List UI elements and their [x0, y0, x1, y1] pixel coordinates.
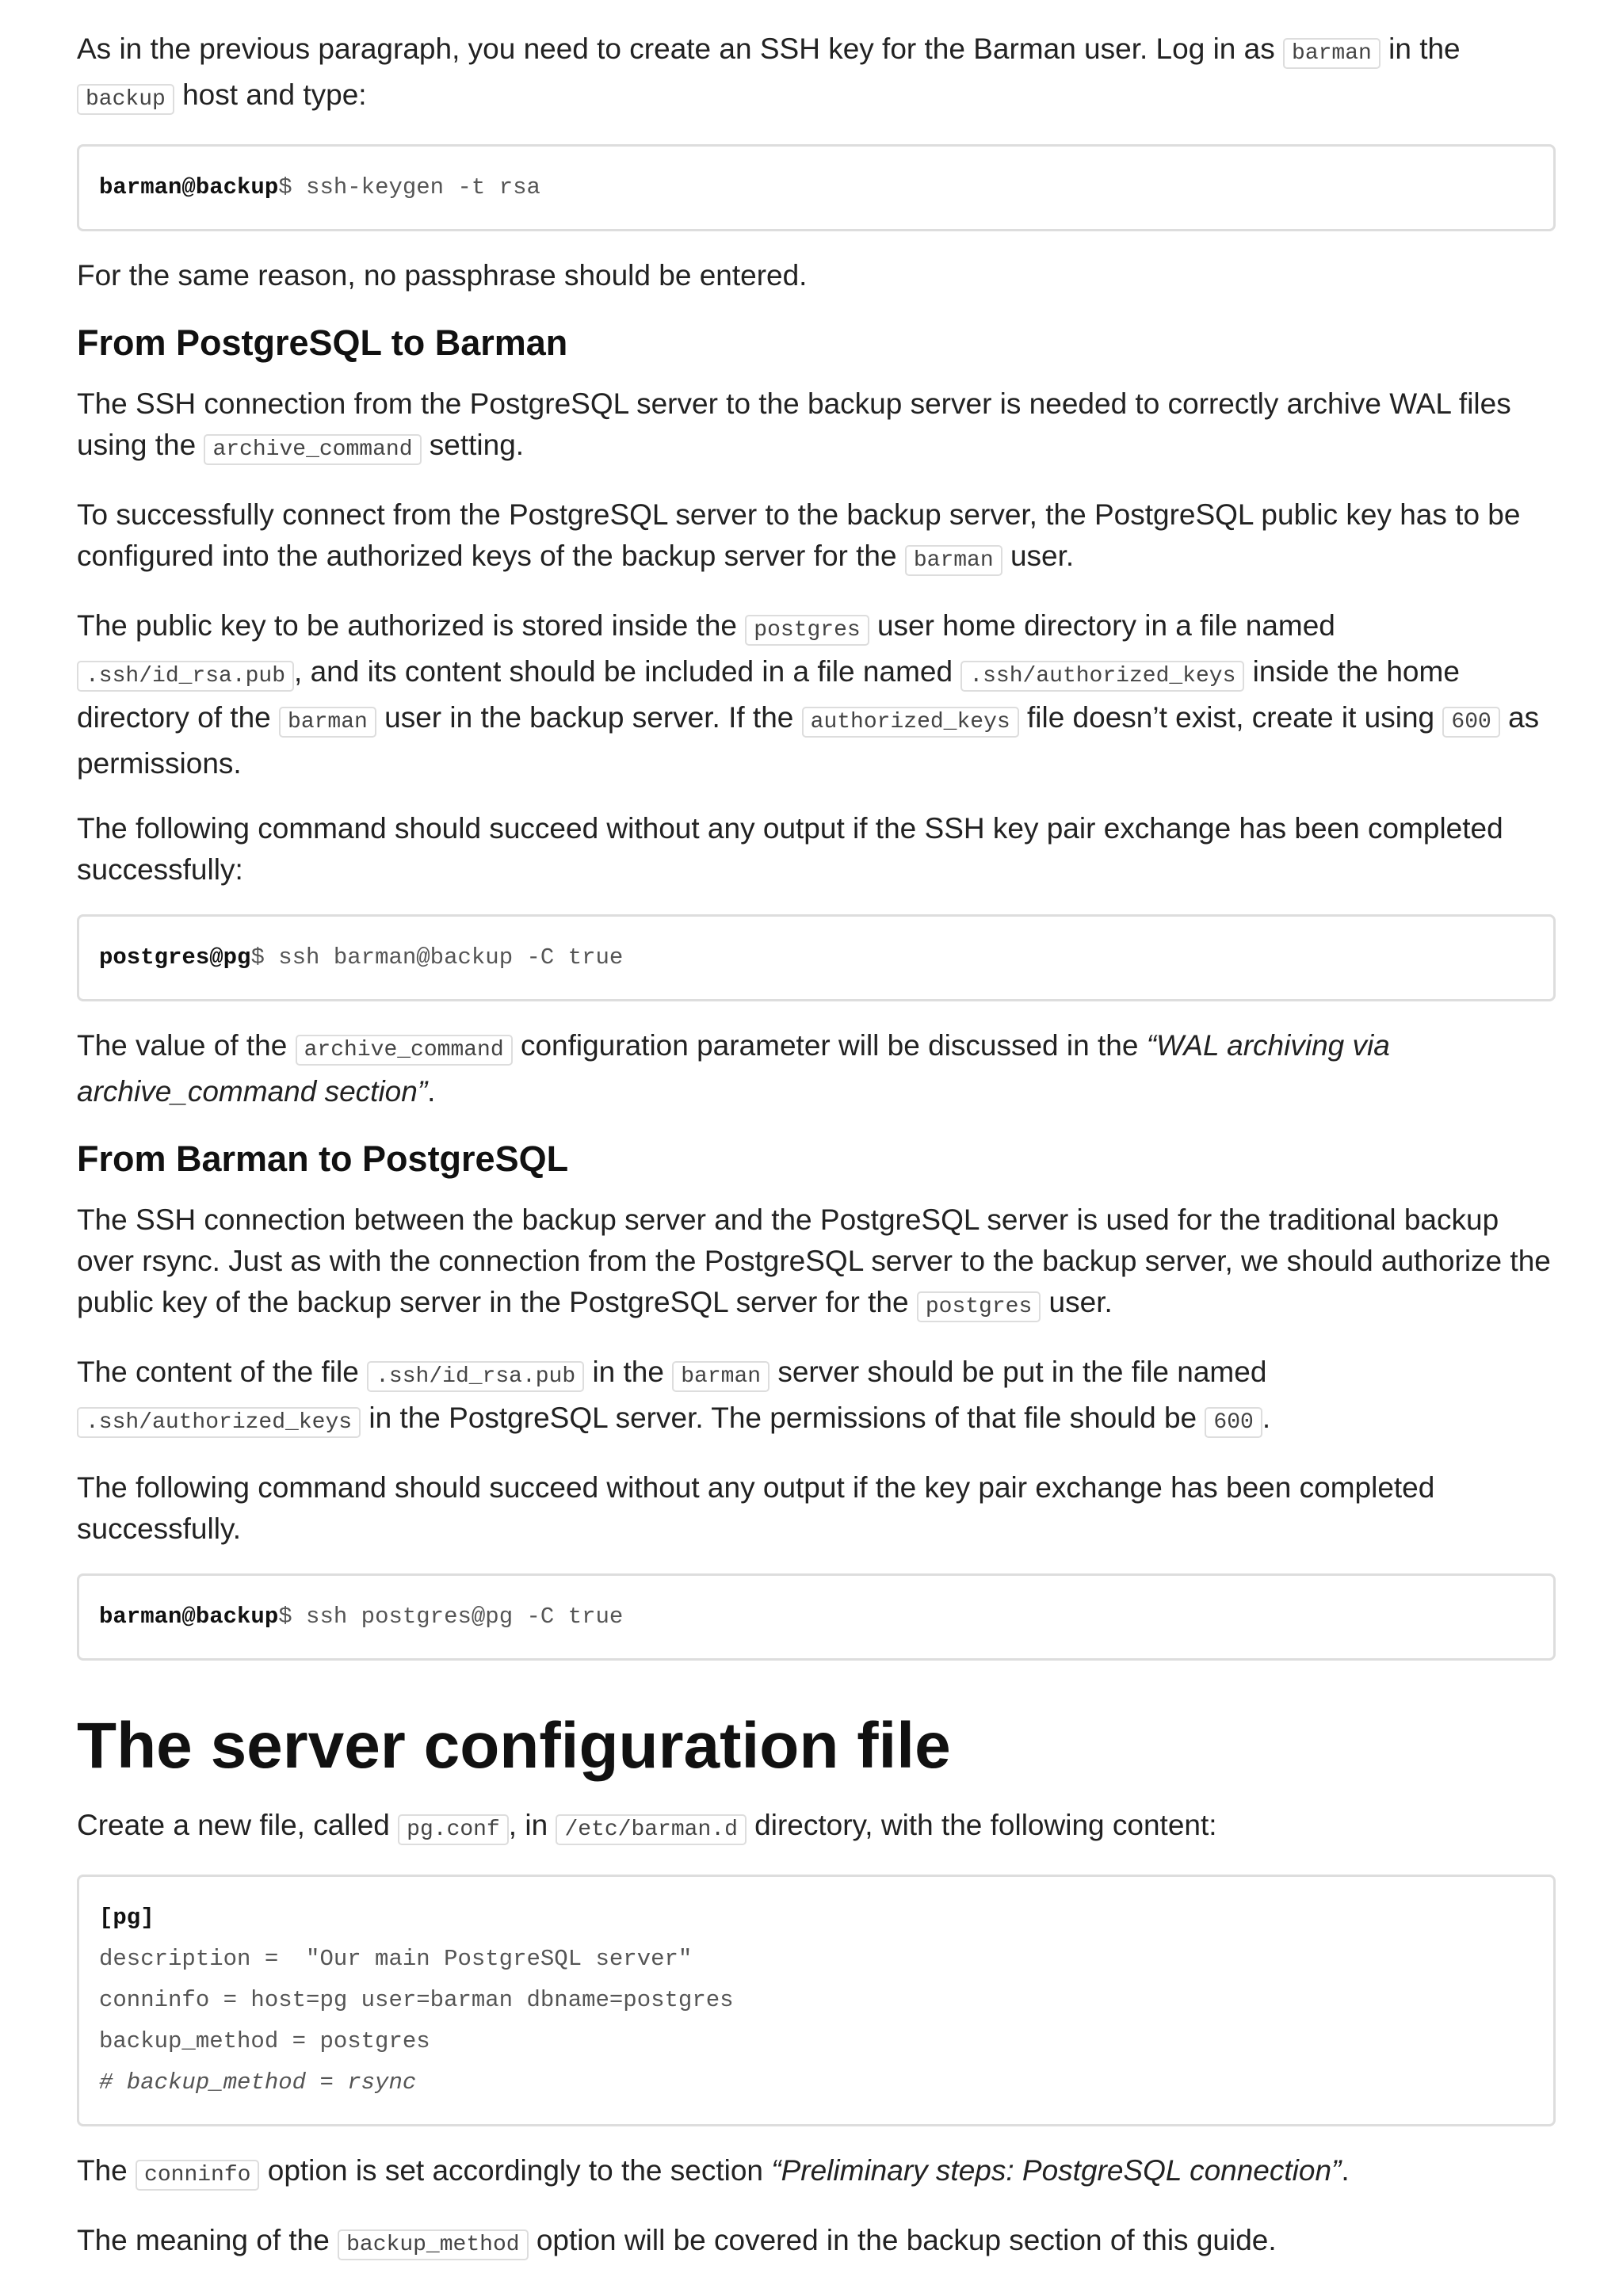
text: The content of the file [77, 1356, 368, 1388]
text: server should be put in the file named [769, 1356, 1267, 1388]
inline-code: archive_command [296, 1035, 513, 1066]
inline-code: postgres [745, 615, 869, 646]
text: user. [1041, 1286, 1113, 1318]
section-reference: “WAL archiving via archive_command section” [77, 1029, 1390, 1108]
text: To successfully connect from the PostgreSQL server to the backup server, the PostgreSQL public key has to be configured into the authorized keys of the backup server for the [77, 498, 1521, 572]
code-block-pg-conf [77, 1875, 1556, 2126]
pg-to-barman-paragraph-2 [77, 494, 1556, 582]
text: The value of the [77, 1029, 296, 1062]
inline-code: conninfo [136, 2160, 259, 2191]
intro-paragraph-1 [77, 29, 1556, 120]
text: file doesn’t exist, create it using [1018, 701, 1443, 734]
inline-code: /etc/barman.d [556, 1814, 746, 1845]
inline-code: 600 [1442, 707, 1499, 738]
text: setting. [421, 429, 525, 461]
inline-code: backup_method [338, 2229, 528, 2260]
text: user in the backup server. If the [376, 701, 802, 734]
config-line: backup_method = postgres [99, 2028, 430, 2054]
config-comment: # backup_method = rsync [99, 2069, 417, 2096]
inline-code: 600 [1205, 1407, 1262, 1438]
heading-barman-to-pg: From Barman to PostgreSQL [77, 1138, 569, 1179]
code-command: $ ssh barman@backup -C true [250, 944, 624, 971]
heading-pg-to-barman: From PostgreSQL to Barman [77, 322, 568, 363]
text: option will be covered in the backup section of this guide. [528, 2224, 1277, 2256]
intro-paragraph-2: For the same reason, no passphrase should be entered. [77, 259, 808, 292]
pg-to-barman-paragraph-3 [77, 605, 1556, 784]
text: As in the previous paragraph, you need to create an SSH key for the Barman user. Log in as [77, 32, 1284, 65]
text: . [427, 1075, 436, 1108]
inline-code: .ssh/authorized_keys [960, 661, 1244, 692]
text: inside the home directory of the [77, 655, 1460, 734]
server-config-paragraph-3 [77, 2220, 1556, 2266]
inline-code: .ssh/authorized_keys [77, 1407, 361, 1438]
text: user home directory in a file named [869, 609, 1335, 642]
inline-code: archive_command [204, 434, 421, 465]
pg-to-barman-paragraph-4: The following command should succeed without any output if the SSH key pair exchange has been completed successfully: [77, 812, 1503, 886]
text: as permissions. [77, 701, 1540, 780]
config-section-header: [pg] [99, 1905, 155, 1931]
pg-to-barman-paragraph-1 [77, 383, 1556, 471]
text: host and type: [174, 78, 367, 111]
code-prompt: barman@backup [99, 1604, 279, 1630]
inline-code: pg.conf [398, 1814, 509, 1845]
text: in the [1380, 32, 1461, 65]
code-command: $ ssh postgres@pg -C true [278, 1604, 624, 1630]
text: Create a new file, called [77, 1809, 399, 1841]
text: The meaning of the [77, 2224, 338, 2256]
inline-code: .ssh/id_rsa.pub [367, 1361, 584, 1392]
heading-server-config: The server configuration file [77, 1710, 951, 1782]
text: option is set accordingly to the section [259, 2154, 772, 2187]
code-block-ssh-to-backup [77, 914, 1556, 1001]
barman-to-pg-paragraph-1 [77, 1199, 1556, 1328]
code-block-ssh-to-pg [77, 1573, 1556, 1661]
barman-to-pg-paragraph-2 [77, 1352, 1556, 1444]
inline-code: postgres [917, 1291, 1041, 1322]
inline-code: barman [279, 707, 376, 738]
text: . [1262, 1402, 1271, 1434]
text: user. [1002, 540, 1075, 572]
code-block-ssh-keygen [77, 144, 1556, 231]
text: , and its content should be included in a file named [294, 655, 961, 688]
text: configuration parameter will be discussed in the [512, 1029, 1147, 1062]
text: The public key to be authorized is stored inside the [77, 609, 746, 642]
pg-to-barman-paragraph-5 [77, 1025, 1556, 1112]
text: The SSH connection from the PostgreSQL server to the backup server is needed to correctly archive WAL files using the [77, 387, 1511, 461]
inline-code: backup [77, 84, 174, 115]
document-page [77, 29, 1556, 2290]
server-config-paragraph-1 [77, 1805, 1556, 1851]
config-line: description = "Our main PostgreSQL server" [99, 1946, 693, 1972]
text: The [77, 2154, 136, 2187]
config-line: conninfo = host=pg user=barman dbname=postgres [99, 1987, 734, 2013]
inline-code: barman [672, 1361, 769, 1392]
inline-code: authorized_keys [802, 707, 1019, 738]
text: in the [584, 1356, 673, 1388]
inline-code: barman [905, 545, 1002, 576]
server-config-paragraph-2 [77, 2150, 1556, 2196]
inline-code: barman [1283, 38, 1381, 69]
section-reference: “Preliminary steps: PostgreSQL connection” [771, 2154, 1342, 2187]
code-command: $ ssh-keygen -t rsa [278, 174, 540, 200]
code-prompt: barman@backup [99, 174, 279, 200]
inline-code: .ssh/id_rsa.pub [77, 661, 294, 692]
text: The SSH connection between the backup server and the PostgreSQL server is used for the traditional backup over rsync. Just as with the connection from the PostgreSQL server to the backup server, we should authorize the public key of the backup server in the PostgreSQL server for the [77, 1203, 1551, 1318]
code-prompt: postgres@pg [99, 944, 251, 971]
text: directory, with the following content: [746, 1809, 1217, 1841]
barman-to-pg-paragraph-3: The following command should succeed without any output if the key pair exchange has been completed successfully. [77, 1471, 1435, 1545]
text: . [1341, 2154, 1350, 2187]
text: , in [508, 1809, 556, 1841]
text: in the PostgreSQL server. The permissions of that file should be [361, 1402, 1205, 1434]
